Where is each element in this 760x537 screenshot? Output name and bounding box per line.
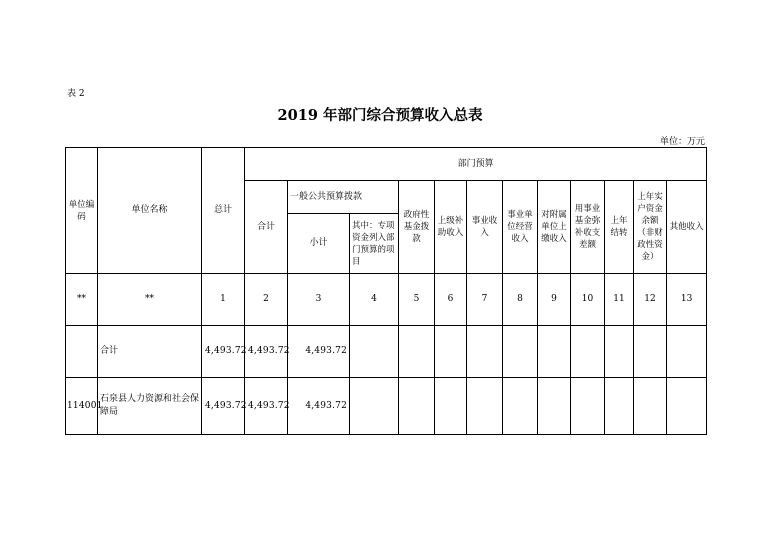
index-cell: ** (66, 274, 98, 326)
page-title: 2019 年部门综合预算收入总表 (277, 107, 483, 124)
table-row (66, 326, 707, 378)
row-code (66, 326, 98, 378)
row-sum: 4,493.72 (245, 378, 288, 435)
index-cell: 10 (571, 274, 605, 326)
empty-cell (435, 378, 467, 435)
index-cell: 3 (288, 274, 350, 326)
row-sum: 4,493.72 (245, 326, 288, 378)
empty-cell (538, 326, 571, 378)
empty-cell (350, 378, 399, 435)
index-row (66, 274, 707, 326)
index-cell: 11 (605, 274, 634, 326)
header-gov-fund: 政府性基金拨款 (399, 181, 435, 274)
empty-cell (634, 326, 667, 378)
empty-cell (667, 326, 707, 378)
empty-cell (571, 326, 605, 378)
empty-cell (634, 378, 667, 435)
row-subtotal: 4,493.72 (288, 326, 350, 378)
empty-cell (605, 378, 634, 435)
header-total: 总计 (202, 148, 245, 274)
empty-cell (399, 326, 435, 378)
header-general-budget: 一般公共预算拨款 (288, 181, 399, 214)
header-reserve-fund: 用事业基金弥补收支差额 (571, 181, 605, 274)
header-sum: 合计 (245, 181, 288, 274)
index-cell: ** (98, 274, 202, 326)
index-cell: 2 (245, 274, 288, 326)
empty-cell (435, 326, 467, 378)
empty-cell (350, 326, 399, 378)
budget-income-table (65, 147, 707, 435)
header-superior-subsidy: 上级补助收入 (435, 181, 467, 274)
header-other-income: 其他收入 (667, 181, 707, 274)
header-affiliated-income: 对附属单位上缴收入 (538, 181, 571, 274)
index-cell: 6 (435, 274, 467, 326)
header-unit-code: 单位编码 (66, 148, 98, 274)
row-subtotal: 4,493.72 (288, 378, 350, 435)
header-small-total: 小计 (288, 214, 350, 274)
row-code: 114001 (66, 378, 98, 435)
header-unit-name: 单位名称 (98, 148, 202, 274)
header-dept-budget: 部门预算 (245, 148, 707, 181)
header-special-fund: 其中：专项资金列入部门预算的项目 (350, 214, 399, 274)
row-total: 4,493.72 (202, 326, 245, 378)
table-row (66, 378, 707, 435)
empty-cell (667, 378, 707, 435)
row-name: 石泉县人力资源和社会保障局 (98, 378, 202, 435)
empty-cell (399, 378, 435, 435)
empty-cell (571, 378, 605, 435)
empty-cell (503, 378, 538, 435)
empty-cell (467, 378, 503, 435)
empty-cell (605, 326, 634, 378)
header-operating-income: 事业单位经营收入 (503, 181, 538, 274)
row-name: 合计 (98, 326, 202, 378)
index-cell: 12 (634, 274, 667, 326)
empty-cell (467, 326, 503, 378)
index-cell: 8 (503, 274, 538, 326)
index-cell: 4 (350, 274, 399, 326)
index-cell: 7 (467, 274, 503, 326)
unit-label: 单位：万元 (659, 137, 705, 147)
header-prev-balance: 上年实户资金余额（非财政性资金） (634, 181, 667, 274)
index-cell: 5 (399, 274, 435, 326)
empty-cell (503, 326, 538, 378)
index-cell: 13 (667, 274, 707, 326)
index-cell: 1 (202, 274, 245, 326)
table-label: 表 2 (67, 89, 85, 99)
header-carryover: 上年结转 (605, 181, 634, 274)
row-total: 4,493.72 (202, 378, 245, 435)
empty-cell (538, 378, 571, 435)
header-business-income: 事业收入 (467, 181, 503, 274)
index-cell: 9 (538, 274, 571, 326)
